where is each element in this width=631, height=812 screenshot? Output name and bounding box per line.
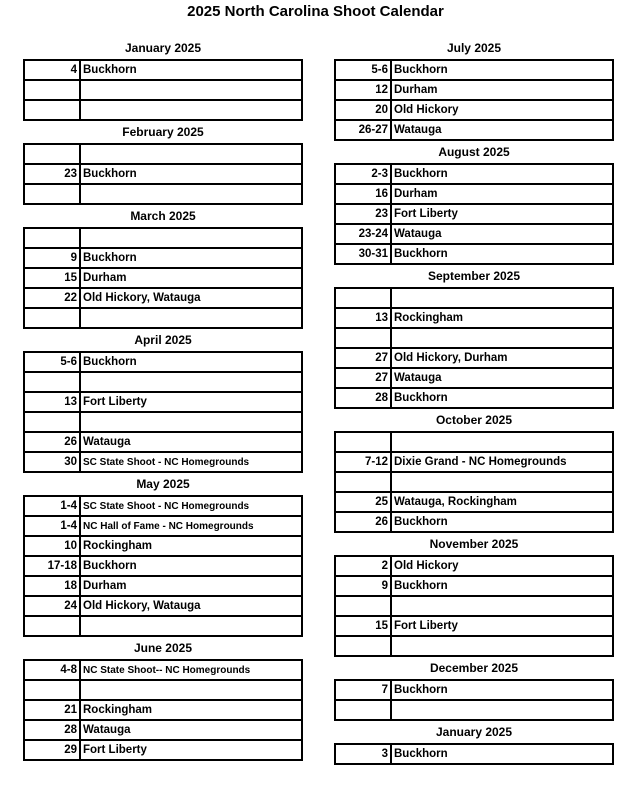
table-row — [24, 268, 302, 288]
event-date: 15 — [335, 616, 391, 636]
month-table — [334, 287, 614, 409]
event-venue: Buckhorn — [80, 352, 302, 372]
event-venue: Buckhorn — [391, 576, 613, 596]
table-row — [24, 308, 302, 328]
event-venue: Old Hickory, Watauga — [80, 596, 302, 616]
event-date: 23 — [24, 164, 80, 184]
event-date: 3 — [335, 744, 391, 764]
event-date: 10 — [24, 536, 80, 556]
month-table — [334, 555, 614, 657]
table-row — [24, 392, 302, 412]
event-venue — [391, 328, 613, 348]
table-row — [24, 700, 302, 720]
table-row — [24, 288, 302, 308]
event-venue: Buckhorn — [391, 744, 613, 764]
month-block — [23, 121, 303, 205]
table-row — [24, 596, 302, 616]
month-heading: January 2025 — [124, 41, 202, 55]
event-venue: NC State Shoot-- NC Homegrounds — [80, 660, 302, 680]
table-row — [24, 352, 302, 372]
table-row — [335, 744, 613, 764]
table-row — [24, 228, 302, 248]
event-date: 29 — [24, 740, 80, 760]
table-row — [335, 204, 613, 224]
event-date: 9 — [335, 576, 391, 596]
table-row — [335, 512, 613, 532]
event-date: 1-4 — [24, 496, 80, 516]
table-row — [335, 184, 613, 204]
month-table — [334, 679, 614, 721]
table-row — [335, 700, 613, 720]
event-date: 28 — [24, 720, 80, 740]
month-block — [334, 141, 614, 265]
event-venue: Watauga, Rockingham — [391, 492, 613, 512]
right-column — [334, 37, 614, 765]
table-row — [335, 348, 613, 368]
table-row — [24, 372, 302, 392]
month-heading: April 2025 — [134, 333, 192, 347]
event-date — [24, 308, 80, 328]
event-date — [24, 372, 80, 392]
table-row — [24, 660, 302, 680]
event-date: 13 — [335, 308, 391, 328]
table-row — [24, 144, 302, 164]
event-venue: Durham — [80, 268, 302, 288]
event-venue: Buckhorn — [80, 164, 302, 184]
event-date — [335, 596, 391, 616]
month-table — [23, 659, 303, 761]
event-venue: Fort Liberty — [80, 392, 302, 412]
table-row — [24, 80, 302, 100]
event-venue: Rockingham — [80, 700, 302, 720]
event-date: 16 — [335, 184, 391, 204]
table-row — [24, 164, 302, 184]
table-row — [24, 100, 302, 120]
table-row — [335, 452, 613, 472]
event-date: 4 — [24, 60, 80, 80]
event-venue: Old Hickory — [391, 100, 613, 120]
month-block — [23, 637, 303, 761]
event-venue: Old Hickory — [391, 556, 613, 576]
event-venue: Fort Liberty — [80, 740, 302, 760]
table-row — [335, 596, 613, 616]
event-venue: Buckhorn — [391, 512, 613, 532]
event-date: 18 — [24, 576, 80, 596]
event-date: 12 — [335, 80, 391, 100]
month-heading: March 2025 — [130, 209, 196, 223]
event-date — [335, 288, 391, 308]
table-row — [24, 412, 302, 432]
event-venue: Fort Liberty — [391, 204, 613, 224]
table-row — [335, 328, 613, 348]
event-date: 15 — [24, 268, 80, 288]
month-table — [23, 59, 303, 121]
event-date: 2-3 — [335, 164, 391, 184]
event-date: 5-6 — [24, 352, 80, 372]
event-venue — [80, 680, 302, 700]
event-date: 22 — [24, 288, 80, 308]
event-venue — [80, 80, 302, 100]
event-date — [335, 636, 391, 656]
event-date — [24, 184, 80, 204]
table-row — [335, 100, 613, 120]
month-heading: May 2025 — [136, 477, 190, 491]
table-row — [24, 184, 302, 204]
event-date: 13 — [24, 392, 80, 412]
event-date: 7-12 — [335, 452, 391, 472]
table-row — [335, 80, 613, 100]
table-row — [24, 616, 302, 636]
event-venue: Dixie Grand - NC Homegrounds — [391, 452, 613, 472]
table-row — [335, 308, 613, 328]
month-block — [334, 265, 614, 409]
event-date — [24, 616, 80, 636]
event-venue: Buckhorn — [391, 60, 613, 80]
month-table — [334, 59, 614, 141]
event-date — [24, 144, 80, 164]
event-date: 30-31 — [335, 244, 391, 264]
event-date: 27 — [335, 348, 391, 368]
event-date: 30 — [24, 452, 80, 472]
table-row — [24, 556, 302, 576]
table-row — [24, 576, 302, 596]
event-date — [24, 100, 80, 120]
month-heading: September 2025 — [427, 269, 521, 283]
left-column — [23, 37, 303, 761]
event-date: 26-27 — [335, 120, 391, 140]
event-venue: Buckhorn — [391, 680, 613, 700]
event-date: 27 — [335, 368, 391, 388]
event-date: 9 — [24, 248, 80, 268]
table-row — [24, 516, 302, 536]
event-date: 20 — [335, 100, 391, 120]
event-date: 2 — [335, 556, 391, 576]
month-block — [23, 473, 303, 637]
month-table — [23, 495, 303, 637]
event-venue — [391, 472, 613, 492]
page-title: 2025 North Carolina Shoot Calendar — [187, 3, 444, 20]
event-date — [335, 432, 391, 452]
event-venue: NC Hall of Fame - NC Homegrounds — [80, 516, 302, 536]
event-venue: Rockingham — [80, 536, 302, 556]
table-row — [24, 60, 302, 80]
month-heading: December 2025 — [429, 661, 519, 675]
table-row — [335, 492, 613, 512]
event-date: 23-24 — [335, 224, 391, 244]
event-venue: Durham — [391, 80, 613, 100]
event-venue: Durham — [391, 184, 613, 204]
event-venue — [80, 144, 302, 164]
event-venue: Watauga — [391, 224, 613, 244]
table-row — [335, 616, 613, 636]
month-block — [334, 657, 614, 721]
table-row — [335, 636, 613, 656]
event-venue: SC State Shoot - NC Homegrounds — [80, 452, 302, 472]
table-row — [335, 576, 613, 596]
month-table — [23, 351, 303, 473]
event-venue — [80, 228, 302, 248]
event-venue: Watauga — [391, 368, 613, 388]
table-row — [335, 224, 613, 244]
table-row — [335, 288, 613, 308]
month-block — [334, 409, 614, 533]
month-heading: August 2025 — [438, 145, 510, 159]
event-date: 7 — [335, 680, 391, 700]
table-row — [335, 244, 613, 264]
event-venue — [391, 596, 613, 616]
event-venue — [391, 288, 613, 308]
month-heading: January 2025 — [435, 725, 513, 739]
table-row — [335, 60, 613, 80]
table-row — [24, 720, 302, 740]
event-date: 1-4 — [24, 516, 80, 536]
event-date — [335, 700, 391, 720]
month-table — [334, 431, 614, 533]
table-row — [24, 536, 302, 556]
event-venue — [391, 636, 613, 656]
month-heading: November 2025 — [429, 537, 519, 551]
event-venue — [80, 308, 302, 328]
event-venue: Buckhorn — [80, 60, 302, 80]
table-row — [335, 680, 613, 700]
event-date — [24, 680, 80, 700]
event-venue: Buckhorn — [391, 164, 613, 184]
month-block — [334, 721, 614, 765]
table-row — [335, 164, 613, 184]
event-venue: Watauga — [391, 120, 613, 140]
event-venue — [80, 412, 302, 432]
month-table — [334, 743, 614, 765]
event-venue: Old Hickory, Durham — [391, 348, 613, 368]
event-venue — [80, 100, 302, 120]
table-row — [24, 452, 302, 472]
month-table — [23, 143, 303, 205]
event-date: 4-8 — [24, 660, 80, 680]
event-venue: Rockingham — [391, 308, 613, 328]
month-heading: July 2025 — [446, 41, 502, 55]
event-date: 25 — [335, 492, 391, 512]
event-date — [335, 328, 391, 348]
month-table — [334, 163, 614, 265]
event-date: 5-6 — [335, 60, 391, 80]
table-row — [335, 120, 613, 140]
event-venue — [391, 432, 613, 452]
event-venue: Buckhorn — [391, 244, 613, 264]
event-date: 26 — [335, 512, 391, 532]
table-row — [335, 432, 613, 452]
table-row — [335, 472, 613, 492]
event-venue: SC State Shoot - NC Homegrounds — [80, 496, 302, 516]
table-row — [335, 556, 613, 576]
event-date: 28 — [335, 388, 391, 408]
month-heading: October 2025 — [435, 413, 513, 427]
table-row — [335, 368, 613, 388]
event-date: 21 — [24, 700, 80, 720]
event-venue: Buckhorn — [80, 556, 302, 576]
month-block — [23, 37, 303, 121]
month-table — [23, 227, 303, 329]
table-row — [24, 740, 302, 760]
event-venue: Fort Liberty — [391, 616, 613, 636]
event-date — [24, 80, 80, 100]
month-block — [23, 205, 303, 329]
month-block — [334, 533, 614, 657]
event-venue: Buckhorn — [80, 248, 302, 268]
table-row — [335, 388, 613, 408]
event-venue — [80, 372, 302, 392]
event-date: 24 — [24, 596, 80, 616]
event-date — [24, 228, 80, 248]
event-date: 17-18 — [24, 556, 80, 576]
month-block — [23, 329, 303, 473]
table-row — [24, 432, 302, 452]
event-date: 26 — [24, 432, 80, 452]
event-venue — [391, 700, 613, 720]
month-heading: June 2025 — [133, 641, 193, 655]
event-venue: Durham — [80, 576, 302, 596]
table-row — [24, 496, 302, 516]
event-date — [335, 472, 391, 492]
event-venue — [80, 616, 302, 636]
event-venue: Old Hickory, Watauga — [80, 288, 302, 308]
month-heading: February 2025 — [122, 125, 204, 139]
event-date — [24, 412, 80, 432]
event-venue: Watauga — [80, 720, 302, 740]
event-date: 23 — [335, 204, 391, 224]
event-venue — [80, 184, 302, 204]
event-venue: Buckhorn — [391, 388, 613, 408]
event-venue: Watauga — [80, 432, 302, 452]
table-row — [24, 248, 302, 268]
month-block — [334, 37, 614, 141]
table-row — [24, 680, 302, 700]
